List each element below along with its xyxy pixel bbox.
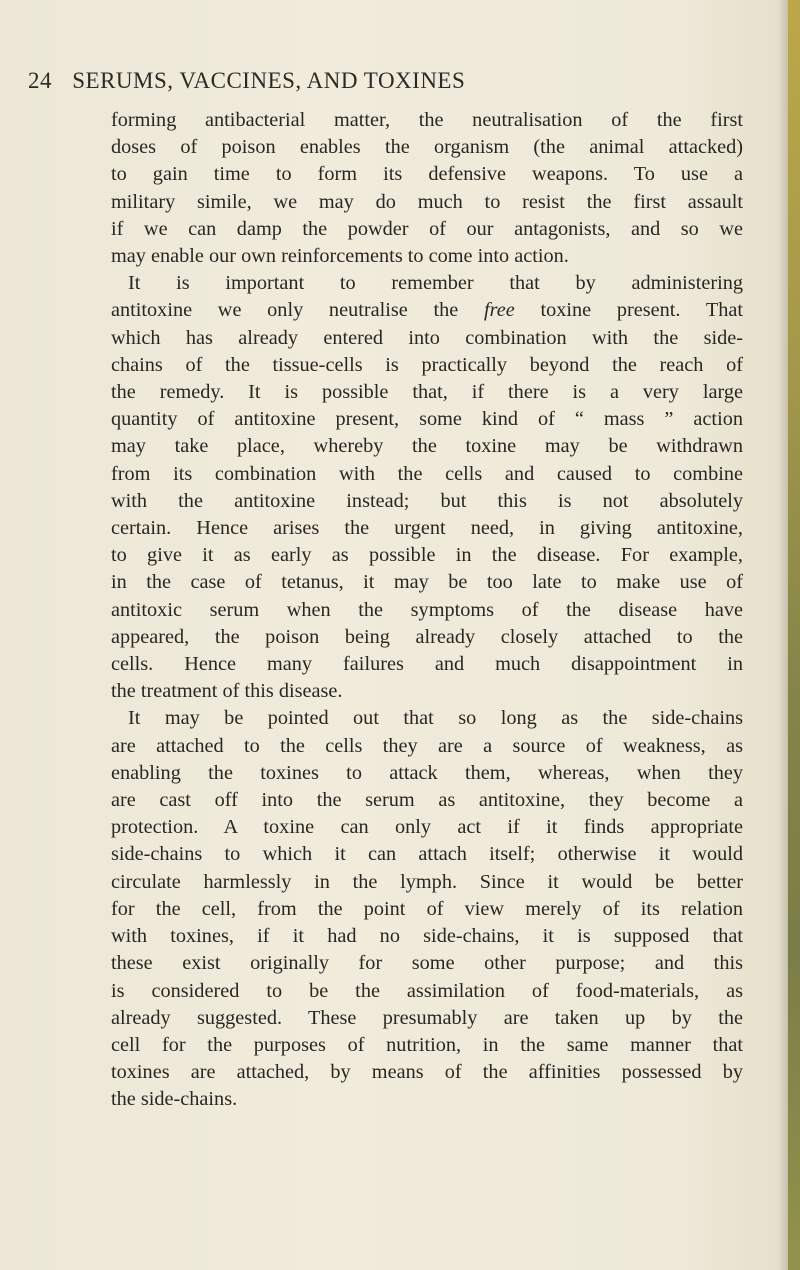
text-line: to gain time to form its defensive weapons. To use a <box>111 163 743 186</box>
text-line: It is important to remember that by administering <box>128 272 743 295</box>
text-line: for the cell, from the point of view merely of its relation <box>111 897 743 920</box>
body-text <box>111 107 743 1114</box>
text-line: side-chains to which it can attach itself; otherwise it would <box>111 843 743 866</box>
page-fold-shadow <box>778 0 788 1270</box>
text-line: if we can damp the powder of our antagonists, and so we <box>111 217 743 240</box>
text-line: doses of poison enables the organism (the animal attacked) <box>111 136 743 159</box>
running-header <box>28 68 728 94</box>
paragraph-2 <box>111 270 743 705</box>
paragraph-1 <box>111 107 743 270</box>
text-line: are cast off into the serum as antitoxine, they become a <box>111 789 743 812</box>
text-line-last: the treatment of this disease. <box>111 680 343 703</box>
text-line: may take place, whereby the toxine may be withdrawn <box>111 435 743 458</box>
text-line: these exist originally for some other purpose; and this <box>111 952 743 975</box>
text-line-last: may enable our own reinforcements to come into action. <box>111 245 569 268</box>
text-line: chains of the tissue-cells is practically beyond the reach of <box>111 353 743 376</box>
text-line: toxines are attached, by means of the affinities possessed by <box>111 1061 743 1084</box>
running-title: SERUMS, VACCINES, AND TOXINES <box>72 68 466 93</box>
text-line: in the case of tetanus, it may be too late to make use of <box>111 571 743 594</box>
text-line: with the antitoxine instead; but this is not absolutely <box>111 489 743 512</box>
text-line: protection. A toxine can only act if it finds appropriate <box>111 816 743 839</box>
text-line: forming antibacterial matter, the neutralisation of the first <box>111 109 743 131</box>
text-span: toxine present. That <box>514 299 743 322</box>
text-line: from its combination with the cells and caused to combine <box>111 462 743 485</box>
text-line: already suggested. These presumably are taken up by the <box>111 1006 743 1029</box>
text-line: cell for the purposes of nutrition, in the same manner that <box>111 1033 743 1056</box>
text-line: certain. Hence arises the urgent need, in giving antitoxine, <box>111 517 743 540</box>
text-line: military simile, we may do much to resist the first assault <box>111 190 743 213</box>
text-line: circulate harmlessly in the lymph. Since it would be better <box>111 870 743 893</box>
page-edge-strip <box>788 0 800 1270</box>
text-line: the remedy. It is possible that, if there is a very large <box>111 381 743 404</box>
text-line: with toxines, if it had no side-chains, it is supposed that <box>111 925 743 948</box>
text-line: antitoxic serum when the symptoms of the disease have <box>111 598 743 621</box>
text-span: antitoxine we only neutralise the <box>111 299 484 322</box>
text-line-last: the side-chains. <box>111 1088 238 1111</box>
text-line: enabling the toxines to attack them, whereas, when they <box>111 761 743 784</box>
text-line: It may be pointed out that so long as the side-chains <box>128 707 743 730</box>
text-line: cells. Hence many failures and much disappointment in <box>111 653 743 676</box>
paragraph-3 <box>111 705 743 1113</box>
text-line: are attached to the cells they are a source of weakness, as <box>111 734 743 757</box>
page-number: 24 <box>28 68 52 93</box>
text-line: is considered to be the assimilation of food-materials, as <box>111 979 743 1002</box>
text-line: quantity of antitoxine present, some kind of “ mass ” action <box>111 408 743 431</box>
text-line: appeared, the poison being already closely attached to the <box>111 625 743 648</box>
text-line: to give it as early as possible in the disease. For example, <box>111 544 743 567</box>
text-line: which has already entered into combination with the side- <box>111 326 743 349</box>
text-line-with-emphasis <box>111 297 743 324</box>
emphasis-free: free <box>483 299 515 322</box>
